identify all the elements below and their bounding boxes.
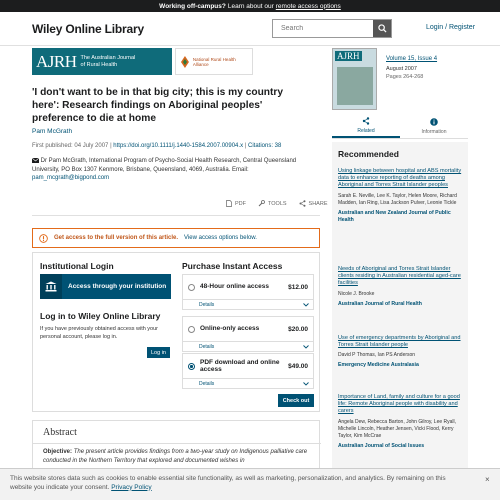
publication-line: [32, 143, 281, 149]
log-in-button[interactable]: Log in: [147, 347, 170, 358]
journal-banner: [32, 48, 256, 75]
search-button[interactable]: [373, 20, 391, 37]
first-published-date: 04 July 2007: [74, 143, 109, 149]
volume-issue-text[interactable]: Volume 15, Issue 4: [386, 56, 438, 62]
issue-pages: Pages 264-268: [386, 74, 424, 80]
radio-button[interactable]: [188, 326, 195, 333]
recommended-authors: Angela Dew, Rebecca Barton, John Gilroy, Lee Ryall, Michelle Lincoln, Heather Jensen, Vicki Flood, Kerry Taylor, Kim McCrae: [338, 418, 457, 439]
chevron-down-icon: [303, 345, 309, 349]
option-row[interactable]: [183, 317, 313, 341]
get-access-notice: [32, 228, 320, 248]
recommended-authors: David P Thomas, Ian PS Anderson: [338, 352, 416, 359]
off-campus-bar: [0, 0, 500, 12]
access-options-panel: [32, 252, 320, 412]
journal-logo[interactable]: [32, 48, 172, 75]
objective-text: The present article provides findings from a two-year study on Indigenous palliative care conducted in the Northern Territory that explored and documented wishes in: [43, 449, 308, 464]
option-price: $20.00: [288, 325, 308, 333]
purchase-option-pdf: [182, 353, 314, 389]
pdf-button[interactable]: [226, 200, 246, 207]
check-out-button[interactable]: Check out: [278, 394, 314, 407]
option-row[interactable]: [183, 275, 313, 299]
wol-login-heading: Log in to Wiley Online Library: [40, 311, 161, 321]
tab-information-label: Information: [421, 129, 447, 135]
option-details-toggle[interactable]: [183, 341, 313, 351]
option-name: Online-only access: [200, 325, 260, 333]
abstract-heading: Abstract: [43, 427, 77, 438]
wiley-logo[interactable]: Wiley Online Library: [32, 22, 144, 36]
share-button[interactable]: [299, 200, 328, 207]
details-label: Details: [199, 343, 215, 350]
nrha-logo-icon: [180, 55, 190, 69]
abstract-text: [43, 448, 313, 466]
recommended-authors: Sarah E. Neville, Lee K. Taylor, Helen Moore, Richard Madden, Ian Ring, Lisa Jackson Pulver, Leonie Tickle: [338, 192, 457, 206]
abstract-divider: [33, 443, 321, 444]
sidebar-tabs: [332, 115, 468, 139]
doi-link[interactable]: https://doi.org/10.1111/j.1440-1584.2007.00904.x: [113, 143, 244, 149]
cookie-banner: [0, 468, 500, 500]
journal-cover[interactable]: [332, 48, 377, 110]
get-access-text: Get access to the full version of this article.: [54, 235, 179, 241]
volume-issue-link[interactable]: [386, 56, 437, 62]
tools-button[interactable]: [258, 200, 287, 207]
journal-abbr: AJRH: [36, 51, 77, 71]
pdf-label: PDF: [235, 200, 246, 207]
envelope-icon: [32, 158, 39, 163]
login-register-link[interactable]: Login / Register: [426, 24, 476, 31]
option-price: $12.00: [288, 283, 308, 291]
tab-information[interactable]: [400, 115, 468, 138]
first-published-label: First published:: [32, 143, 73, 149]
recommended-authors: Nicole J. Brooke: [338, 290, 375, 297]
details-label: Details: [199, 380, 215, 387]
article-title: 'I don't want to be in that big city; this is my country here': Research findings on Aboriginal peoples' preference to die at home: [32, 87, 284, 124]
author-address: [32, 157, 322, 183]
search-input[interactable]: [273, 20, 373, 37]
purchase-heading: Purchase Instant Access: [182, 261, 283, 271]
cover-abbr: AJRH: [337, 51, 360, 61]
recommended-journal-link[interactable]: Australian Journal of Social Issues: [338, 442, 425, 449]
recommended-title-link[interactable]: Importance of Land, family and culture for a good life: Remote Aboriginal people with disability and carers: [338, 394, 460, 415]
institution-access-label: Access through your institution: [68, 282, 167, 290]
tab-related-label: Related: [357, 128, 375, 134]
radio-button-selected[interactable]: [188, 363, 195, 370]
institution-access-button[interactable]: [40, 274, 171, 299]
journal-full-name: The Australian Journal of Rural Health: [80, 55, 136, 68]
off-campus-text: Learn about our: [227, 2, 274, 10]
info-icon: [430, 118, 438, 126]
related-icon: [362, 117, 370, 125]
option-price: $49.00: [288, 362, 308, 370]
purchase-option-online: [182, 316, 314, 352]
cookie-text: [10, 475, 460, 492]
login-description: If you have previously obtained access with your personal account, please log in.: [40, 326, 159, 340]
author-link[interactable]: Pam McGrath: [32, 128, 73, 135]
separator: |: [244, 143, 247, 149]
objective-label: Objective:: [43, 449, 73, 455]
details-label: Details: [199, 301, 215, 308]
tab-related[interactable]: [332, 115, 400, 138]
option-details-toggle[interactable]: [183, 378, 313, 388]
share-label: SHARE: [308, 200, 328, 207]
chevron-down-icon: [303, 382, 309, 386]
article-tools: [226, 200, 328, 207]
option-details-toggle[interactable]: [183, 299, 313, 309]
citations-link[interactable]: Citations: 38: [247, 143, 282, 149]
list-item: [338, 394, 464, 450]
recommended-title-link[interactable]: Using linkage between hospital and ABS mortality data to enhance reporting of deaths among Aboriginal and Torres Strait Islander peoples: [338, 168, 462, 189]
recommended-title-link[interactable]: Use of emergency departments by Aboriginal and Torres Strait Islander people: [338, 335, 461, 349]
recommended-journal-link[interactable]: Australian and New Zealand Journal of Public Health: [338, 209, 451, 223]
search-box: [272, 19, 392, 38]
tools-label: TOOLS: [268, 200, 287, 207]
wrench-icon: [258, 200, 265, 207]
list-item: [338, 168, 464, 224]
privacy-policy-link[interactable]: Privacy Policy: [111, 483, 152, 491]
list-item: [338, 335, 464, 369]
partner-logo[interactable]: [175, 48, 253, 75]
share-icon: [299, 200, 306, 207]
separator: |: [110, 143, 112, 149]
remote-access-link[interactable]: remote access options: [275, 2, 341, 10]
warning-icon: [39, 234, 48, 243]
partner-name: National Rural Health Alliance: [192, 56, 236, 67]
list-item: [338, 266, 464, 308]
recommended-journal-link[interactable]: Emergency Medicine Australasia: [338, 362, 419, 369]
recommended-heading: Recommended: [338, 149, 399, 159]
chevron-down-icon: [303, 303, 309, 307]
search-icon: [378, 24, 387, 33]
divider: [32, 215, 320, 216]
close-icon[interactable]: ×: [485, 475, 490, 484]
cover-image: [337, 67, 373, 105]
pdf-icon: [226, 200, 232, 207]
author-email-link[interactable]: pam_mcgrath@bigpond.com: [32, 175, 110, 181]
cookie-message: This website stores data such as cookies to enable essential site functionality, as well as marketing, personalization, and analytics. By remaining on this website you indicate your consent.: [10, 475, 446, 491]
option-name: PDF download and online access: [200, 358, 280, 373]
option-row[interactable]: [183, 354, 313, 378]
option-name: 48-Hour online access: [200, 283, 269, 291]
address-text: Dr Pam McGrath, International Program of Psycho-Social Health Research, Central Queensland University, PO Box 1307 Kenmore, Brisbane, Queensland, 4069, Australia. Email:: [32, 158, 297, 173]
recommended-title-link[interactable]: Needs of Aboriginal and Torres Strait Islander clients residing in Australian residential aged-care facilities: [338, 266, 461, 287]
radio-button[interactable]: [188, 284, 195, 291]
off-campus-label: Working off-campus?: [159, 2, 226, 10]
institutional-login-heading: Institutional Login: [40, 261, 114, 271]
issue-date: August 2007: [386, 66, 417, 72]
site-header: [0, 12, 500, 46]
institution-icon: [40, 274, 62, 299]
access-options-link[interactable]: View access options below.: [184, 235, 257, 241]
recommended-panel: [332, 142, 468, 472]
recommended-journal-link[interactable]: Australian Journal of Rural Health: [338, 300, 422, 307]
purchase-option-48hour: [182, 274, 314, 310]
